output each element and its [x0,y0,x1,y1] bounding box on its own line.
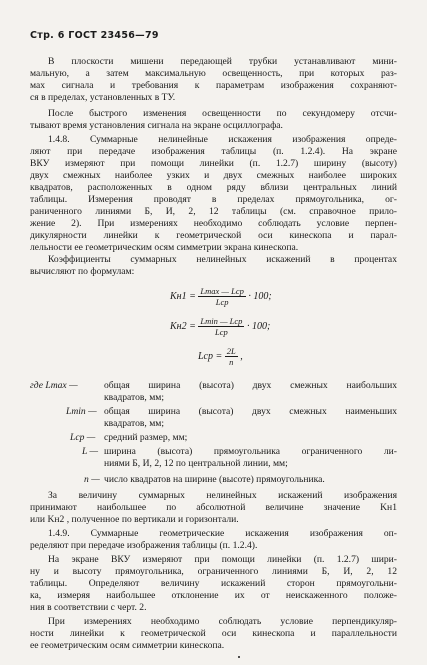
text-line: мальную, а затем максимальную освещенность, при которых раз- [30,68,397,79]
definition-text: общая ширина (высота) двух смежных наибольших [104,380,397,391]
text-line: ния в соответствии с черт. 2. [30,602,147,613]
formula-kn1: Kн1 = $\frac{\text{Lmax — Lср}}{\text{Lср}}$ · 100; [170,286,272,307]
text-line: раниченного линиями Б, И, 2, 12 таблицы (см. справочное прило- [30,206,397,217]
text-line: принимают наибольшее по абсолютной величине значение Kн1 [30,502,397,513]
definition-term: Lmin — [66,406,97,417]
definition-text: средний размер, мм; [104,432,188,443]
page-dot [238,656,240,658]
text-line: ВКУ измеряют при помощи линейки (п. 1.2.7) ширину (высоту) [30,158,397,169]
text-line: В плоскости мишени передающей трубки устанавливают мини- [48,56,397,67]
definition-text: ширина (высота) прямоугольника ограниченного ли- [104,446,397,457]
text-line: жение 2). При измерениях необходимо соблюдать условие перпен- [30,218,397,229]
page-header: Стр. 6 ГОСТ 23456—79 [30,30,159,41]
text-line: мах сигнала и требования к параметрам изображения сохраняют- [30,80,397,91]
text-line: 1.4.9. Суммарные геометрические искажения изображения оп- [48,528,397,539]
text-line: ее геометрическим осям симметрии кинескопа. [30,640,225,651]
text-line: ну и высоту прямоугольника, ограниченного линиями Б, И, 2, 12 [30,566,397,577]
text-line: ределяют при передаче изображения таблицы (п. 1.2.4). [30,540,258,551]
text-line: На экране ВКУ измеряют при помощи линейки (п. 1.2.7) шири- [48,554,397,565]
text-line: За величину суммарных нелинейных искажений изображения [48,490,397,501]
text-line: двух смежных наиболее узких и двух смежных наиболее широких [30,170,397,181]
definition-text: общая ширина (высота) двух смежных наименьших [104,406,397,417]
text-line: Коэффициенты суммарных нелинейных искажений в процентах [48,254,397,265]
formula-kn2: Kн2 = $\frac{\text{Lmin — Lср}}{\text{Lср}}$ · 100; [170,316,271,337]
text-line: При измерениях необходимо соблюдать условие перпендикуляр- [48,616,397,627]
text-line: таблицы. Измерения проводят в пределах прямоугольника, ог- [30,194,397,205]
text-line: лельности ее геометрическим осям симметрии экрана кинескопа. [30,242,299,253]
text-line: ности линейки к геометрической оси кинескопа и параллельности [30,628,397,639]
definition-term: где Lmax — [30,380,78,391]
definition-text: квадратов, мм; [104,418,165,429]
definition-text: квадратов, мм; [104,392,165,403]
text-line: таблицы. Определяют величину искажений сторон прямоугольни- [30,578,397,589]
definition-term: L — [82,446,99,457]
definition-text: ниями Б, И, 2, 12 по центральной линии, мм; [104,458,288,469]
text-line: После быстрого изменения освещенности по секундомеру отсчи- [48,108,397,119]
text-line: ся в пределах, установленных в ТУ. [30,92,176,103]
formula-lcp: Lср = $\frac{2L}{n}$ , [198,346,243,367]
text-line: 1.4.8. Суммарные нелинейные искажения изображения опреде- [48,134,397,145]
definition-text: число квадратов на ширине (высоте) прямоугольника. [104,474,325,485]
text-line: дикулярности линейки к геометрической оси кинескопа и парал- [30,230,397,241]
text-line: вычисляют по формулам: [30,266,135,277]
text-line: ка, измеряя наибольшее отклонение их от неискаженного положе- [30,590,397,601]
text-line: квадратов, расположенных в одном ряду вблизи центральных линий [30,182,397,193]
text-line: ляют при передаче изображения таблицы (п. 1.2.4). На экране [30,146,397,157]
text-line: или Kн2 , полученное по вертикали и горизонтали. [30,514,239,525]
definition-term: n — [84,474,100,485]
text-line: тывают время установления сигнала на экране осциллографа. [30,120,283,131]
definition-term: Lср — [70,432,96,443]
